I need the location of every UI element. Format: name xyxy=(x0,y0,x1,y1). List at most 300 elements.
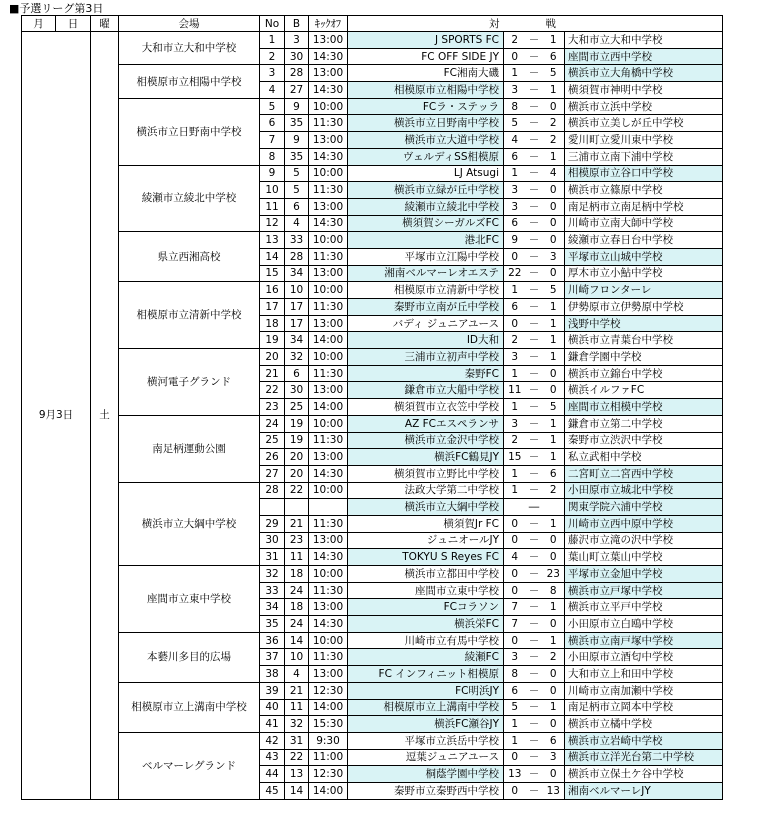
match-weekday: 土 xyxy=(91,32,119,800)
home-team: 平塚市立江陽中学校 xyxy=(348,248,504,265)
match-b: 23 xyxy=(285,532,309,549)
home-score: 1 xyxy=(504,365,526,382)
match-number: 22 xyxy=(260,382,285,399)
kickoff-time: 13:00 xyxy=(309,532,348,549)
match-b: 30 xyxy=(285,382,309,399)
away-score: 1 xyxy=(543,515,565,532)
away-team: 藤沢市立滝の沢中学校 xyxy=(565,532,723,549)
away-score: 2 xyxy=(543,482,565,499)
kickoff-time: 10:00 xyxy=(309,165,348,182)
home-score: 0 xyxy=(504,248,526,265)
match-number: 25 xyxy=(260,432,285,449)
kickoff-time: 15:30 xyxy=(309,716,348,733)
score-dash: － xyxy=(526,732,543,749)
away-team: 秦野市立渋沢中学校 xyxy=(565,432,723,449)
match-b: 17 xyxy=(285,315,309,332)
home-score: 1 xyxy=(504,399,526,416)
home-team: ID大和 xyxy=(348,332,504,349)
venue-name: 本藝川多目的広場 xyxy=(119,632,260,682)
home-score: 6 xyxy=(504,148,526,165)
home-team: 相模原市立上溝南中学校 xyxy=(348,699,504,716)
home-score: 13 xyxy=(504,766,526,783)
match-b: 35 xyxy=(285,148,309,165)
match-number: 9 xyxy=(260,165,285,182)
match-b: 22 xyxy=(285,482,309,499)
match-number: 14 xyxy=(260,248,285,265)
match-b: 21 xyxy=(285,515,309,532)
away-team: 平塚市立金旭中学校 xyxy=(565,566,723,583)
kickoff-time: 13:00 xyxy=(309,449,348,466)
match-number: 20 xyxy=(260,349,285,366)
match-b: 22 xyxy=(285,749,309,766)
away-score: 5 xyxy=(543,282,565,299)
kickoff-time: 13:00 xyxy=(309,198,348,215)
kickoff-time: 10:00 xyxy=(309,482,348,499)
match-number: 33 xyxy=(260,582,285,599)
venue-name: 県立西湘高校 xyxy=(119,232,260,282)
away-team: 厚木市立小鮎中学校 xyxy=(565,265,723,282)
match-number: 29 xyxy=(260,515,285,532)
away-score: 3 xyxy=(543,248,565,265)
home-score: 6 xyxy=(504,299,526,316)
match-b: 14 xyxy=(285,632,309,649)
match-number xyxy=(260,499,285,516)
home-score: 3 xyxy=(504,182,526,199)
away-team: 横浜市立岩崎中学校 xyxy=(565,732,723,749)
home-team: FCコラソン xyxy=(348,599,504,616)
kickoff-time: 10:00 xyxy=(309,349,348,366)
away-score: 1 xyxy=(543,315,565,332)
away-team: 横浜市立戸塚中学校 xyxy=(565,582,723,599)
away-score: 1 xyxy=(543,32,565,49)
away-team: 座間市立相模中学校 xyxy=(565,399,723,416)
away-score: 1 xyxy=(543,632,565,649)
away-score: 1 xyxy=(543,82,565,99)
score-dash: － xyxy=(526,666,543,683)
match-number: 18 xyxy=(260,315,285,332)
home-team: 三浦市立初声中学校 xyxy=(348,349,504,366)
away-team: 葉山町立葉山中学校 xyxy=(565,549,723,566)
match-number: 4 xyxy=(260,82,285,99)
home-team: 秦野市立秦野西中学校 xyxy=(348,782,504,799)
home-score: 1 xyxy=(504,732,526,749)
home-score: 22 xyxy=(504,265,526,282)
match-number: 8 xyxy=(260,148,285,165)
home-team: 相模原市立清新中学校 xyxy=(348,282,504,299)
away-team: 川崎市立西中原中学校 xyxy=(565,515,723,532)
score-dash: － xyxy=(526,98,543,115)
match-b: 10 xyxy=(285,649,309,666)
kickoff-time: 13:00 xyxy=(309,265,348,282)
kickoff-time: 14:30 xyxy=(309,215,348,232)
venue-name: 横浜市立大綱中学校 xyxy=(119,482,260,565)
away-team: 横浜イルファFC xyxy=(565,382,723,399)
kickoff-time: 11:30 xyxy=(309,432,348,449)
away-score: 1 xyxy=(543,599,565,616)
kickoff-time: 12:30 xyxy=(309,766,348,783)
match-b xyxy=(285,499,309,516)
home-score: 3 xyxy=(504,415,526,432)
home-team: TOKYU S Reyes FC xyxy=(348,549,504,566)
match-b: 5 xyxy=(285,165,309,182)
match-row xyxy=(22,415,723,432)
match-b: 13 xyxy=(285,766,309,783)
match-number: 21 xyxy=(260,365,285,382)
away-score: 1 xyxy=(543,449,565,466)
home-team: 座間市立東中学校 xyxy=(348,582,504,599)
match-number: 40 xyxy=(260,699,285,716)
match-b: 34 xyxy=(285,265,309,282)
match-number: 42 xyxy=(260,732,285,749)
away-score: 1 xyxy=(543,415,565,432)
kickoff-time: 11:30 xyxy=(309,582,348,599)
score-dash: － xyxy=(526,399,543,416)
home-team: 港北FC xyxy=(348,232,504,249)
kickoff-time: 14:00 xyxy=(309,332,348,349)
score-dash: － xyxy=(526,65,543,82)
kickoff-time: 11:30 xyxy=(309,365,348,382)
match-b: 19 xyxy=(285,432,309,449)
home-score: 1 xyxy=(504,482,526,499)
home-team: 横浜FC鶴見JY xyxy=(348,449,504,466)
match-b: 35 xyxy=(285,115,309,132)
header-month: 月 xyxy=(22,16,56,32)
score-dash: － xyxy=(526,549,543,566)
match-number: 27 xyxy=(260,465,285,482)
kickoff-time: 10:00 xyxy=(309,282,348,299)
home-score: 1 xyxy=(504,465,526,482)
match-number: 13 xyxy=(260,232,285,249)
away-team: 横浜市立洋光台第二中学校 xyxy=(565,749,723,766)
home-team: バディ ジュニアユース xyxy=(348,315,504,332)
away-score: 1 xyxy=(543,299,565,316)
home-score: 0 xyxy=(504,315,526,332)
score-dash: － xyxy=(526,148,543,165)
score-dash: － xyxy=(526,382,543,399)
away-team: 横浜市立橘中学校 xyxy=(565,716,723,733)
match-b: 24 xyxy=(285,582,309,599)
away-score: 0 xyxy=(543,682,565,699)
home-score: 4 xyxy=(504,549,526,566)
section-title: ■予選リーグ第3日 xyxy=(9,2,104,15)
match-b: 27 xyxy=(285,82,309,99)
kickoff-time: 11:30 xyxy=(309,515,348,532)
header-b: B xyxy=(285,16,309,32)
away-score: 23 xyxy=(543,566,565,583)
away-team: 南足柄市立岡本中学校 xyxy=(565,699,723,716)
venue-name: 相模原市立相陽中学校 xyxy=(119,65,260,98)
score-dash: － xyxy=(526,616,543,633)
score-dash: － xyxy=(526,766,543,783)
match-number: 37 xyxy=(260,649,285,666)
away-score: 1 xyxy=(543,699,565,716)
away-score: 6 xyxy=(543,732,565,749)
home-score: 2 xyxy=(504,32,526,49)
kickoff-time: 14:30 xyxy=(309,148,348,165)
match-b: 3 xyxy=(285,32,309,49)
match-b: 17 xyxy=(285,299,309,316)
kickoff-time: 13:00 xyxy=(309,315,348,332)
kickoff-time: 11:00 xyxy=(309,749,348,766)
kickoff-time: 12:30 xyxy=(309,682,348,699)
score-dash: － xyxy=(526,332,543,349)
score-dash: － xyxy=(526,632,543,649)
home-score: 6 xyxy=(504,682,526,699)
home-score: 1 xyxy=(504,282,526,299)
away-score: 1 xyxy=(543,349,565,366)
home-score: 3 xyxy=(504,82,526,99)
away-team: 大和市立大和中学校 xyxy=(565,32,723,49)
away-team: 横浜市立青葉台中学校 xyxy=(565,332,723,349)
header-versus-2: 戦 xyxy=(543,16,565,32)
match-number: 2 xyxy=(260,48,285,65)
home-team: 横須賀Jr FC xyxy=(348,515,504,532)
match-number: 39 xyxy=(260,682,285,699)
match-number: 5 xyxy=(260,98,285,115)
home-team: 横須賀市立野比中学校 xyxy=(348,465,504,482)
score-dash: － xyxy=(526,749,543,766)
score-dash: － xyxy=(526,198,543,215)
match-b: 32 xyxy=(285,349,309,366)
kickoff-time: 10:00 xyxy=(309,415,348,432)
match-b: 11 xyxy=(285,699,309,716)
away-score: 8 xyxy=(543,582,565,599)
away-score: 0 xyxy=(543,365,565,382)
kickoff-time: 13:00 xyxy=(309,132,348,149)
home-score: 0 xyxy=(504,582,526,599)
home-team: 法政大学第二中学校 xyxy=(348,482,504,499)
score-dash: － xyxy=(526,115,543,132)
match-row xyxy=(22,349,723,366)
home-team: 横浜市立大綱中学校 xyxy=(348,499,504,516)
home-team: FC明浜JY xyxy=(348,682,504,699)
match-number: 24 xyxy=(260,415,285,432)
home-team: 相模原市立相陽中学校 xyxy=(348,82,504,99)
away-team: 浅野中学校 xyxy=(565,315,723,332)
venue-name: 綾瀬市立綾北中学校 xyxy=(119,165,260,232)
away-score: 0 xyxy=(543,265,565,282)
match-number: 15 xyxy=(260,265,285,282)
kickoff-time: 14:00 xyxy=(309,699,348,716)
venue-name: ベルマーレグランド xyxy=(119,732,260,799)
score-dash: － xyxy=(526,432,543,449)
match-number: 12 xyxy=(260,215,285,232)
home-team: 綾瀬市立綾北中学校 xyxy=(348,198,504,215)
score-dash: － xyxy=(526,265,543,282)
away-team: 湘南ベルマーレJY xyxy=(565,782,723,799)
away-team: 小田原市立白鴎中学校 xyxy=(565,616,723,633)
schedule-table xyxy=(21,15,723,800)
away-score xyxy=(543,499,565,516)
match-number: 3 xyxy=(260,65,285,82)
home-team: 桐蔭学園中学校 xyxy=(348,766,504,783)
match-b: 4 xyxy=(285,215,309,232)
match-row xyxy=(22,98,723,115)
home-team: 湘南ベルマーレオエステ xyxy=(348,265,504,282)
match-number: 41 xyxy=(260,716,285,733)
kickoff-time: 10:00 xyxy=(309,232,348,249)
kickoff-time: 14:30 xyxy=(309,616,348,633)
kickoff-time: 14:30 xyxy=(309,465,348,482)
score-dash: － xyxy=(526,132,543,149)
away-score: 1 xyxy=(543,432,565,449)
score-dash: － xyxy=(526,582,543,599)
match-b: 20 xyxy=(285,449,309,466)
score-dash: － xyxy=(526,365,543,382)
away-team: 横浜市立平戸中学校 xyxy=(565,599,723,616)
match-row xyxy=(22,65,723,82)
away-team: 関東学院六浦中学校 xyxy=(565,499,723,516)
home-team: 横浜市立金沢中学校 xyxy=(348,432,504,449)
home-score: 0 xyxy=(504,48,526,65)
away-team: 三浦市立南下浦中学校 xyxy=(565,148,723,165)
away-score: 5 xyxy=(543,399,565,416)
away-score: 0 xyxy=(543,616,565,633)
match-number: 43 xyxy=(260,749,285,766)
score-dash: － xyxy=(526,449,543,466)
match-b: 28 xyxy=(285,248,309,265)
home-score: 6 xyxy=(504,215,526,232)
home-score: 0 xyxy=(504,632,526,649)
away-score: 0 xyxy=(543,716,565,733)
kickoff-time: 14:30 xyxy=(309,549,348,566)
home-team: 横浜市立大道中学校 xyxy=(348,132,504,149)
venue-name: 南足柄運動公園 xyxy=(119,415,260,482)
match-b: 6 xyxy=(285,365,309,382)
away-score: 0 xyxy=(543,766,565,783)
score-dash: － xyxy=(526,248,543,265)
away-team: 私立武相中学校 xyxy=(565,449,723,466)
home-score: 1 xyxy=(504,716,526,733)
score-dash: － xyxy=(526,182,543,199)
away-score: 1 xyxy=(543,332,565,349)
match-number: 1 xyxy=(260,32,285,49)
home-team: 横浜栄FC xyxy=(348,616,504,633)
score-dash: － xyxy=(526,232,543,249)
home-team: FC湘南大磯 xyxy=(348,65,504,82)
home-score: 7 xyxy=(504,599,526,616)
away-score: 0 xyxy=(543,666,565,683)
bye-dash: ― xyxy=(526,499,543,516)
home-score: 15 xyxy=(504,449,526,466)
score-dash: － xyxy=(526,482,543,499)
match-number: 10 xyxy=(260,182,285,199)
score-dash: － xyxy=(526,682,543,699)
score-dash: － xyxy=(526,48,543,65)
header-no: No xyxy=(260,16,285,32)
match-b: 14 xyxy=(285,782,309,799)
match-number: 30 xyxy=(260,532,285,549)
venue-name: 座間市立東中学校 xyxy=(119,566,260,633)
away-team: 鎌倉市立第二中学校 xyxy=(565,415,723,432)
match-number: 11 xyxy=(260,198,285,215)
away-team: 鎌倉学園中学校 xyxy=(565,349,723,366)
header-venue: 会場 xyxy=(119,16,260,32)
match-number: 16 xyxy=(260,282,285,299)
home-score: 3 xyxy=(504,349,526,366)
match-b: 25 xyxy=(285,399,309,416)
away-team: 横須賀市神明中学校 xyxy=(565,82,723,99)
match-row xyxy=(22,232,723,249)
home-team: 逗葉ジュニアユース xyxy=(348,749,504,766)
away-score: 0 xyxy=(543,215,565,232)
match-b: 9 xyxy=(285,98,309,115)
match-b: 20 xyxy=(285,465,309,482)
home-score: 9 xyxy=(504,232,526,249)
match-number: 19 xyxy=(260,332,285,349)
away-team: 横浜市立美しが丘中学校 xyxy=(565,115,723,132)
home-score: 0 xyxy=(504,532,526,549)
home-team: 平塚市立浜岳中学校 xyxy=(348,732,504,749)
match-b: 9 xyxy=(285,132,309,149)
match-number: 32 xyxy=(260,566,285,583)
home-score: 2 xyxy=(504,432,526,449)
away-score: 2 xyxy=(543,649,565,666)
score-dash: － xyxy=(526,82,543,99)
match-row xyxy=(22,32,723,49)
home-score: 7 xyxy=(504,616,526,633)
venue-name: 横河電子グランド xyxy=(119,349,260,416)
match-b: 4 xyxy=(285,666,309,683)
kickoff-time: 13:00 xyxy=(309,65,348,82)
header-weekday: 曜 xyxy=(91,16,119,32)
kickoff-time: 10:00 xyxy=(309,566,348,583)
away-team: 相模原市立谷口中学校 xyxy=(565,165,723,182)
home-team: 横浜市立日野南中学校 xyxy=(348,115,504,132)
match-number: 23 xyxy=(260,399,285,416)
match-b: 21 xyxy=(285,682,309,699)
away-score: 6 xyxy=(543,465,565,482)
kickoff-time: 10:00 xyxy=(309,98,348,115)
score-dash: － xyxy=(526,782,543,799)
kickoff-time: 11:30 xyxy=(309,248,348,265)
away-team: 川崎市立南加瀬中学校 xyxy=(565,682,723,699)
home-team: 綾瀬FC xyxy=(348,649,504,666)
home-team: 秦野市立南が丘中学校 xyxy=(348,299,504,316)
away-team: 愛川町立愛川東中学校 xyxy=(565,132,723,149)
header-row xyxy=(22,16,723,32)
score-dash: － xyxy=(526,532,543,549)
match-b: 18 xyxy=(285,599,309,616)
away-score: 1 xyxy=(543,148,565,165)
kickoff-time: 14:00 xyxy=(309,399,348,416)
home-score: 1 xyxy=(504,165,526,182)
score-dash: － xyxy=(526,515,543,532)
away-team: 横浜市立錦台中学校 xyxy=(565,365,723,382)
venue-name: 大和市立大和中学校 xyxy=(119,32,260,65)
home-score: 0 xyxy=(504,515,526,532)
away-score: 2 xyxy=(543,132,565,149)
away-team: 川崎市立南大師中学校 xyxy=(565,215,723,232)
away-team: 綾瀬市立春日台中学校 xyxy=(565,232,723,249)
score-dash: － xyxy=(526,282,543,299)
home-score: 4 xyxy=(504,132,526,149)
header-kickoff: ｷｯｸｵﾌ xyxy=(309,16,348,32)
home-team: 川崎市立有馬中学校 xyxy=(348,632,504,649)
kickoff-time xyxy=(309,499,348,516)
match-number: 7 xyxy=(260,132,285,149)
score-dash: － xyxy=(526,349,543,366)
home-team: 横須賀シーガルズFC xyxy=(348,215,504,232)
match-row xyxy=(22,282,723,299)
away-team: 平塚市立山城中学校 xyxy=(565,248,723,265)
match-b: 30 xyxy=(285,48,309,65)
home-score: 8 xyxy=(504,666,526,683)
score-dash: － xyxy=(526,566,543,583)
kickoff-time: 14:30 xyxy=(309,48,348,65)
away-team: 横浜市立浜中学校 xyxy=(565,98,723,115)
away-team: 小田原市立酒匂中学校 xyxy=(565,649,723,666)
